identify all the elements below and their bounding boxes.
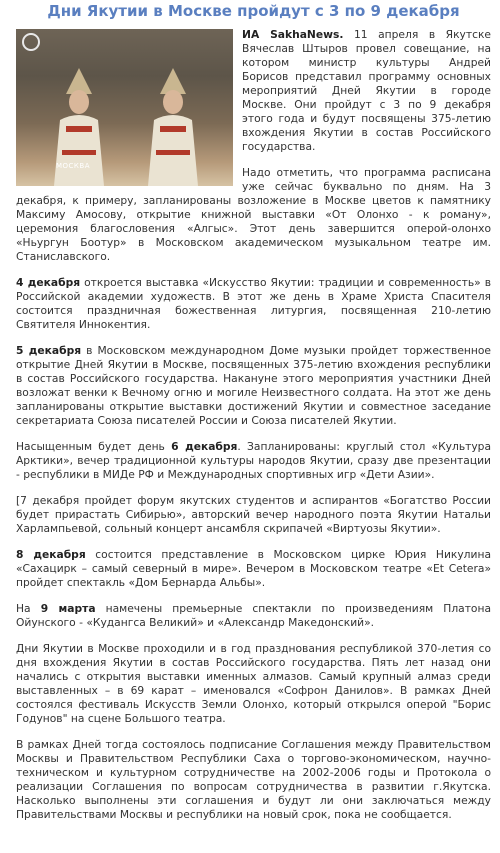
paragraph-text: откроется выставка «Искусство Якутии: традиции и современность» в Российской академии художеств. В этот же день в Храме Христа Спасителя состоится праздничная божественная литургия, посвященная 210-летию Святителя Иннокентия. [16, 276, 491, 331]
paragraph-text: 11 апреля в Якутске Вячеслав Штыров провел совещание, на котором министр культуры Андрей Борисов представил программу основных мероприятий Дней Якутии в городе Москве. Они пройдут с 3 по 9 декабря этого года и будут посвящены 375-летию вхождения Якутии в состав Российского государства. [242, 28, 492, 153]
article-title: Дни Якутии в Москве пройдут с 3 по 9 декабря [47, 2, 460, 20]
paragraph-text: Насыщенным будет день [16, 440, 172, 453]
photo-caption: МОСКВА [56, 162, 90, 170]
article-paragraph [16, 440, 491, 482]
article-paragraph [16, 738, 491, 822]
bold-date-label: ИА SakhaNews. [242, 28, 344, 41]
paragraph-text: [7 декабря пройдет форум якутских студентов и аспирантов «Богатство России будет прирастать Сибирью», авторский вечер народного поэта Якутии Натальи Харлампьевой, сольный концерт ансамбля скрипачей «Виртуозы Якутии». [16, 494, 491, 535]
bold-date-label: 4 декабря [16, 276, 81, 289]
article-paragraph [16, 548, 491, 590]
bold-date-label: 8 декабря [16, 548, 86, 561]
bold-date-label: 5 декабря [16, 344, 82, 357]
article-paragraph [16, 602, 491, 630]
paragraph-text: в Московском международном Доме музыки пройдет торжественное открытие Дней Якутии в Москве, посвященных 375-летию вхождения республики в состав Российского государства. Накануне этого мероприятия участники Дней возложат венки к Вечному огню и могиле Неизвестного солдата. На этот же день запланированы открытие выставки достижений Якутии и совместное заседание секретариата Союза писателей России и Союза писателей Якутии. [16, 344, 491, 427]
dancer-figure-right [138, 66, 208, 186]
bold-date-label: 6 декабря [171, 440, 238, 453]
article-paragraph [16, 276, 491, 332]
channel-logo-icon [22, 33, 40, 51]
paragraph-text: состоится представление в Московском цирке Юрия Никулина «Сахацирк – самый северный в мире». Вечером в Московском театре «Et Cetera» пройдет спектакль «Дом Бернарда Альбы». [16, 548, 491, 589]
paragraph-text: Дни Якутии в Москве проходили и в год празднования республикой 370-летия со дня вхождения Якутии в состав Российского государства. Пять лет назад они начались с открытия выставки именных алмазов. Самый крупный алмаз среди выставленных – в 69 карат – именовался «Софрон Данилов». В рамках Дней состоялся фестиваль Искусств Земли Олонхо, который открылся оперой "Борис Годунов" на сцене Большого театра. [16, 642, 491, 725]
bold-date-label: 9 марта [40, 602, 96, 615]
paragraph-text: . Запланированы: круглый стол «Культура Арктики», вечер традиционной культуры народов Якутии, сразу две презентации - республики в МИДе РФ и Международных спортивных игр «Дети Азии». [16, 440, 491, 481]
article-paragraph [16, 344, 491, 428]
article-photo [16, 29, 233, 186]
paragraph-text: Надо отметить, что программа расписана уже сейчас буквально по дням. На 3 декабря, к примеру, запланированы возложение в Москве цветов к памятнику Максиму Амосову, открытие книжной выставки «От Олонхо - к роману», церемония благословения «Алгыс». Этот день завершится оперой-олонхо «Ньургун Боотур» в Московском академическом музыкальном театре им. Станиславского. [16, 166, 491, 263]
paragraph-text: В рамках Дней тогда состоялось подписание Соглашения между Правительством Москвы и Правительством Республики Саха о торгово-экономическом, научно-техническом и культурном сотрудничестве на 2002-2006 годы и Протокола о реализации Соглашения по вопросам сотрудничества в развитии г.Якутска. Насколько выполнены эти соглашения и будут ли они заключаться между Правительствами Москвы и республики на новый срок, пока не сообщается. [16, 738, 491, 821]
paragraph-text: На [16, 602, 41, 615]
article-paragraph [16, 642, 491, 726]
article-paragraph [16, 494, 491, 536]
paragraph-text: намечены премьерные спектакли по произведениям Платона Ойунского - «Кудангса Великий» и «Александр Македонский». [16, 602, 491, 629]
